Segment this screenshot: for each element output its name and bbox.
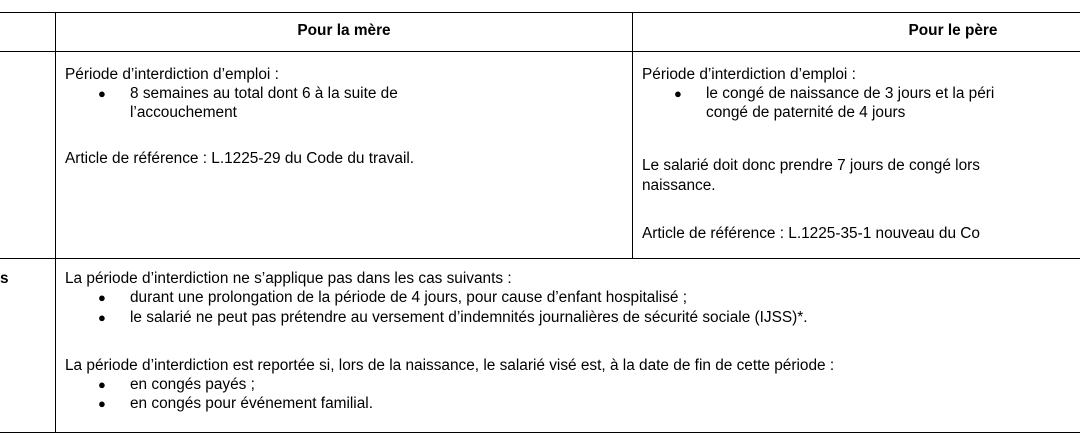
col-divider-middle [632, 12, 633, 259]
table-bottom-border [0, 432, 1080, 433]
row2-bullet1-glyph: ● [98, 290, 106, 305]
pere-note-line1: Le salarié doit donc prendre 7 jours de congé lors [642, 157, 980, 174]
row2-bullet3: en congés payés ; [130, 376, 255, 393]
row2-bullet4: en congés pour événement familial. [130, 395, 373, 412]
pere-bullet-glyph: ● [674, 86, 682, 101]
pere-bullet-line2: congé de paternité de 4 jours [706, 104, 906, 121]
pere-note-line2: naissance. [642, 177, 716, 194]
row1-bottom-border [0, 258, 1080, 259]
pere-intro: Période d’interdiction d’emploi : [642, 66, 856, 83]
row2-intro2: La période d’interdiction est reportée si, lors de la naissance, le salarié visé est, à la date de fin de cette période : [65, 357, 835, 374]
pere-article: Article de référence : L.1225-35-1 nouveau du Co [642, 225, 980, 242]
row2-bullet2-glyph: ● [98, 310, 106, 325]
row2-bullet4-glyph: ● [98, 396, 106, 411]
row2-bullet1: durant une prolongation de la période de 4 jours, pour cause d’enfant hospitalisé ; [130, 289, 688, 306]
header-bottom-border [0, 51, 1080, 52]
mere-article: Article de référence : L.1225-29 du Code du travail. [65, 150, 415, 167]
pere-bullet-line1: le congé de naissance de 3 jours et la péri [706, 85, 995, 102]
row2-bullet2: le salarié ne peut pas prétendre au versement d’indemnités journalières de sécurité sociale (IJSS)*. [130, 309, 808, 326]
row2-bullet3-glyph: ● [98, 377, 106, 392]
header-mere: Pour la mère [297, 22, 391, 39]
mere-bullet-line1: 8 semaines au total dont 6 à la suite de [130, 85, 398, 102]
row2-intro: La période d’interdiction ne s’applique pas dans les cas suivants : [65, 270, 512, 287]
table-top-border [0, 12, 1080, 13]
row2-left-label: s [0, 270, 9, 287]
mere-bullet-glyph: ● [98, 86, 106, 101]
mere-bullet-line2: l’accouchement [130, 104, 237, 121]
mere-intro: Période d’interdiction d’emploi : [65, 66, 279, 83]
header-pere: Pour le père [908, 22, 998, 39]
col-divider-left [55, 12, 56, 433]
